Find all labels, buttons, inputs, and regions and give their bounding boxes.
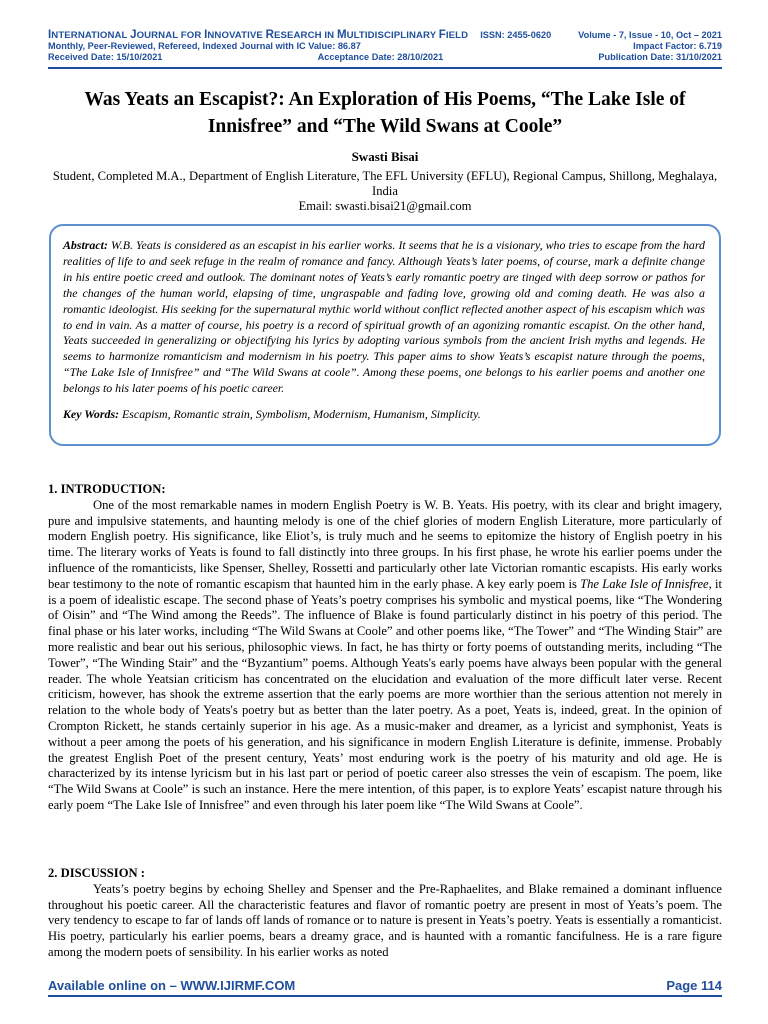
abstract-paragraph — [63, 238, 705, 397]
keywords-label: Key Words: — [63, 407, 120, 422]
impact-factor: Impact Factor: 6.719 — [633, 41, 722, 51]
page-number: Page 114 — [666, 978, 722, 993]
journal-name-cap: I — [48, 29, 52, 41]
keywords-paragraph — [63, 407, 705, 423]
introduction-paragraph — [48, 498, 722, 814]
introduction-heading: 1. INTRODUCTION: — [48, 482, 166, 496]
affiliation-text: Student, Completed M.A., Department of English Literature, The EFL University (EFLU), Regional Campus, Shillong, Meghalaya, India — [52, 169, 718, 198]
paper-title: Was Yeats an Escapist?: An Exploration of His Poems, “The Lake Isle of Innisfree” and “The Wild Swans at Coole” — [84, 89, 686, 137]
author-email: Email: swasti.bisai21@gmail.com — [298, 199, 472, 213]
journal-name-cap: R — [265, 29, 275, 41]
journal-name-cap: J — [130, 29, 137, 41]
journal-name-cap: I — [204, 29, 208, 41]
keywords-text: Escapism, Romantic strain, Symbolism, Modernism, Humanism, Simplicity. — [119, 407, 481, 422]
journal-name-rest: NNOVATIVE — [207, 30, 266, 41]
journal-name-rest: IELD — [445, 30, 469, 41]
abstract-box — [49, 224, 721, 446]
author-name: Swasti Bisai — [351, 149, 419, 164]
discussion-heading: 2. DISCUSSION : — [48, 866, 145, 880]
abstract-text: W.B. Yeats is considered as an escapist in his earlier works. It seems that he is a visionary, who tries to escape from the hard realities of life to and seek refuge in the realm of romance and fancy. Although Yeats’s later poems, of course, mark a definite change in his entire poetic creed and outlook. The dominant notes of Yeats’s early romantic poetry are tinged with deep sorrow or pathos for the changes of the human world, elapsing of time, ungraspable and fading love, growing old and coming death. He was also a romantic ideologist. His seeking for the supernatural mythic world without conflict reflected another aspect of his escapism which was to end in vain. As a matter of course, his poetry is a record of spiritual growth of an agonizing romantic escapist. On the other hand, Yeats succeeded in generalizing or objectifying his lyrics by adopting various symbols from the ancient Irish myths and legends. He seems to harmonize romanticism and modernism in his poetry. This paper aims to show Yeats’s escapist nature through the poems, “The Lake Isle of Innisfree” and “The Wild Swans at coole”. Among these poems, one belongs to his earlier poems and another one belongs to his later poems of his poetic career. — [63, 238, 705, 396]
journal-name-cap: F — [438, 29, 446, 41]
publication-date: Publication Date: 31/10/2021 — [598, 52, 722, 62]
intro-text-a: One of the most remarkable names in modern English Poetry is W. B. Yeats. His poetry, with its clear and bright imagery, pure and impulsive statements, and haunting melody is one of the chief glories of modern English Literature, more particularly of modern English poetry. His significance, like Eliot’s, is truly much and he seems to epitomize the history of English poetry in his time. The literary works of Yeats is found to fall distinctly into three groups. In his first phase, he wrote his earlier poems under the influence of the romanticists, like Spenser, Shelley, Rossetti and particularly other late Victorian romantic escapists. His early works bear testimony to the note of romantic escapism that haunted him in the early phase. A key early poem is — [48, 497, 722, 591]
header-row-1 — [48, 30, 722, 41]
available-online: Available online on – WWW.IJIRMF.COM — [48, 978, 296, 993]
acceptance-date: Acceptance Date: 28/10/2021 — [317, 52, 444, 62]
journal-name-cap: M — [336, 29, 347, 41]
page-footer — [48, 978, 722, 997]
discussion-paragraph: Yeats’s poetry begins by echoing Shelley and Spenser and the Pre-Raphaelites, and Blake remained a dominant influence throughout his poetic career. All the characteristic features and flavor of romantic poetry are present in most of Yeats’s poem. The very tendency to escape to far of lands off lands of romance or to nature is present in Yeats’s poetry. Yeats is essentially a romanticist. His poetry, particularly his earlier poems, bears a dreamy grace, and is haunted with a romantic fancifulness. He is a rare figure among the modern poets of sensibility. In his earlier works as noted — [48, 881, 722, 959]
abstract-label: Abstract: — [63, 238, 108, 252]
intro-poem-title: The Lake Isle of Innisfree — [580, 576, 709, 591]
journal-name-rest: ESEARCH IN — [274, 30, 337, 41]
header-row-3 — [48, 52, 722, 63]
journal-header — [48, 30, 722, 63]
intro-text-b: , it is a poem of idealistic escape. The second phase of Yeats’s poetry comprises his symbolic and mystical poems, like “The Wondering of Oisin” and “The Wind among the Reeds”. The influence of Blake is found particularly distinct in his poetry of this period. The final phase or his later works, including “The Wild Swans at Coole” and other poems like, “The Tower” and “The Winding Stair” are more realistic and bear out his serious, philosophic views. In fact, he has thirty or forty poems of outstanding merits, including “The Tower”, “The Winding Stair” and the “Byzantium” poems. Although Yeats's early poems have always been popular with the general reader. The whole Yeatsian criticism has concentrated on the elucidation and evaluation of the more difficult later verse. Recent criticism, however, has shook the extreme assertion that the early poems are more worthier than the serious attention not merely in relation to the whole body of Yeats's poetry but as better than the later poetry. As a poet, Yeats is, indeed, great. In the opinion of Crompton Rickett, he stands certainly superior in his age. As a music-maker and dreamer, as a lyricist and symphonist, Yeats is without a peer among the poets of his generation, and his significance in modern English Literature is definite, immense. Probably the greatest English Poet of the present century, Yeats’ most enduring work is the poetry of his maturity and old age. He is characterized by its intense lyricism but in his last part or period of poetic career also stresses the vein of escapism. The poem, like “The Wild Swans at Coole” is such an instance. Here the mere intention, of this paper, is to explore Yeats’ escapist nature through his early poem “The Lake Isle of Innisfree” and even through his later poem like “The Wild Swans at Coole”. — [48, 576, 723, 812]
introduction-section — [48, 482, 722, 814]
journal-name-rest: NTERNATIONAL — [51, 30, 131, 41]
issn: ISSN: 2455-0620 — [480, 30, 552, 40]
author-affiliation — [48, 169, 722, 214]
journal-name-rest: OURNAL FOR — [136, 30, 205, 41]
discussion-section — [48, 866, 722, 961]
received-date: Received Date: 15/10/2021 — [48, 52, 163, 62]
journal-name — [48, 30, 468, 41]
volume-issue: Volume - 7, Issue - 10, Oct – 2021 — [578, 30, 722, 40]
journal-name-rest: ULTIDISCIPLINARY — [346, 30, 439, 41]
header-row-2 — [48, 41, 722, 52]
header-divider — [48, 67, 722, 69]
journal-description: Monthly, Peer-Reviewed, Refereed, Indexed Journal with IC Value: 86.87 — [48, 41, 361, 51]
